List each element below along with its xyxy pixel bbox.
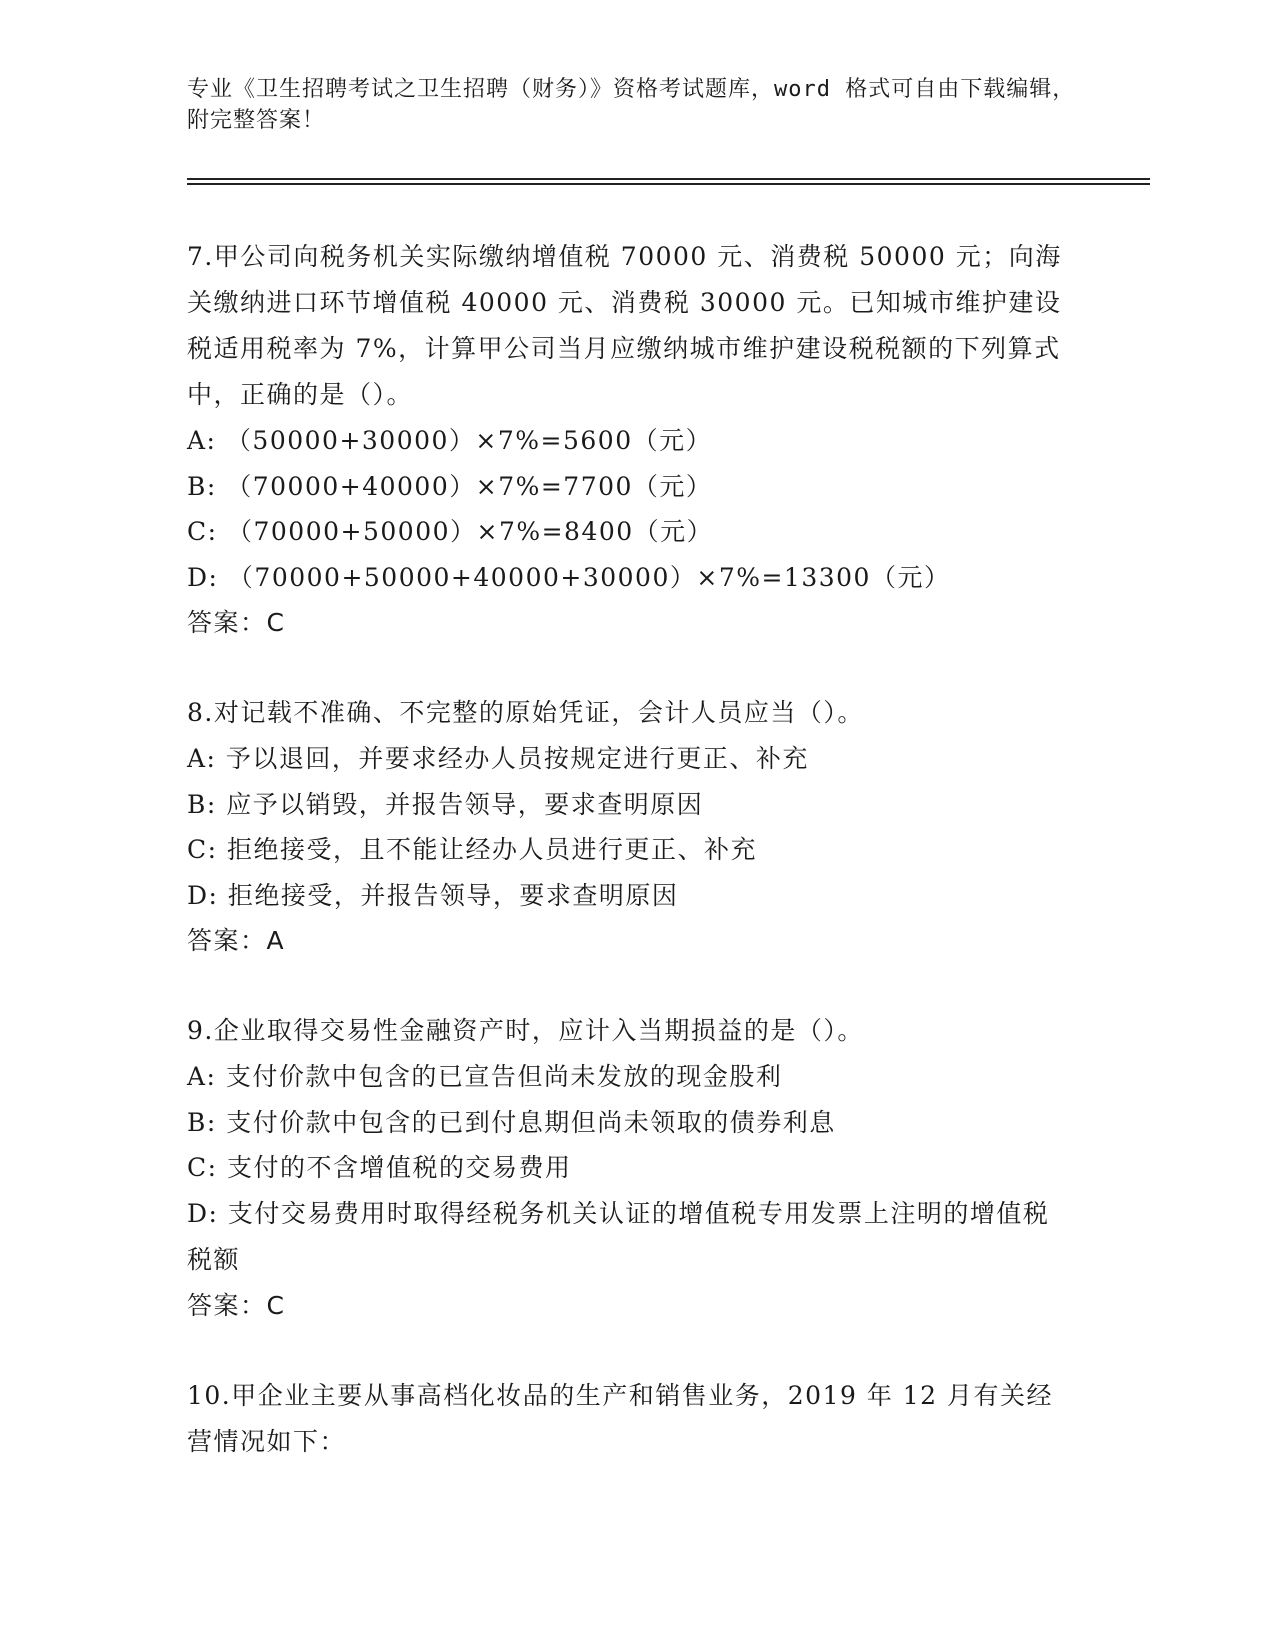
question-text: 10.甲企业主要从事高档化妆品的生产和销售业务，2019 年 12 月有关经营情况如下： — [187, 1380, 1054, 1456]
answer-line: 答案：C — [187, 1290, 286, 1320]
document-header: 专业《卫生招聘考试之卫生招聘（财务）》资格考试题库，word 格式可自由下载编辑，附完整答案！ — [187, 77, 1076, 133]
option-b: B: （70000+40000）×7%=7700（元） — [187, 471, 713, 501]
option-a: A: 支付价款中包含的已宣告但尚未发放的现金股利 — [187, 1062, 783, 1091]
answer-line: 答案：C — [187, 608, 286, 637]
option-a: A: （50000+30000）×7%=5600（元） — [187, 426, 713, 455]
question-9 — [187, 1008, 1067, 1329]
option-d: D: 支付交易费用时取得经税务机关认证的增值税专用发票上注明的增值税税额 — [187, 1198, 1050, 1274]
option-c: C: （70000+50000）×7%=8400（元） — [187, 517, 714, 546]
header-divider-bottom — [187, 183, 1150, 185]
option-d: D: 拒绝接受，并报告领导，要求查明原因 — [187, 880, 679, 910]
option-b: B: 支付价款中包含的已到付息期但尚未领取的债券利息 — [187, 1107, 836, 1137]
option-d: D: （70000+50000+40000+30000）×7%=13300（元） — [187, 562, 951, 592]
question-spacer — [187, 646, 1067, 690]
question-10 — [187, 1373, 1067, 1465]
question-text: 7.甲公司向税务机关实际缴纳增值税 70000 元、消费税 50000 元；向海关缴纳进口环节增值税 40000 元、消费税 30000 元。已知城市维护建设税适用税率为 7%，计算甲公司当月应缴纳城市维护建设税税额的下列算式中，正确的是（）。 — [187, 242, 1062, 409]
header-divider-top — [187, 178, 1150, 180]
question-8 — [187, 690, 1067, 964]
question-list — [187, 234, 1067, 1465]
question-spacer — [187, 1329, 1067, 1373]
question-7 — [187, 234, 1067, 646]
option-a: A: 予以退回，并要求经办人员按规定进行更正、补充 — [187, 744, 809, 773]
question-text: 8.对记载不准确、不完整的原始凭证，会计人员应当（）。 — [187, 698, 864, 727]
answer-line: 答案：A — [187, 926, 286, 955]
question-spacer — [187, 964, 1067, 1008]
question-text: 9.企业取得交易性金融资产时，应计入当期损益的是（）。 — [187, 1016, 864, 1045]
option-c: C: 拒绝接受，且不能让经办人员进行更正、补充 — [187, 835, 757, 864]
option-c: C: 支付的不含增值税的交易费用 — [187, 1153, 572, 1182]
option-b: B: 应予以销毁，并报告领导，要求查明原因 — [187, 789, 704, 819]
